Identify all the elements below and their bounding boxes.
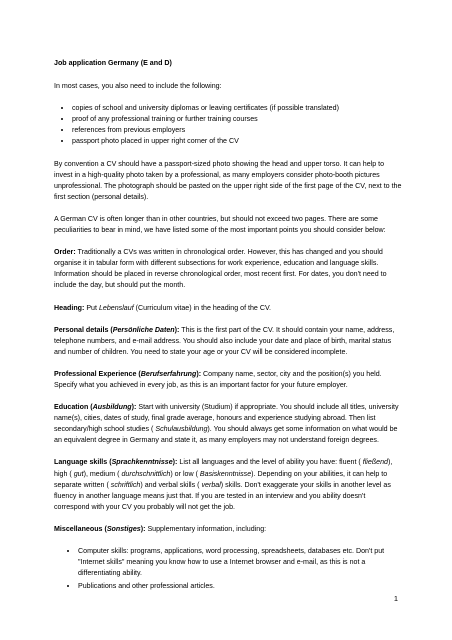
document-title: Job application Germany (E and D): [54, 59, 172, 67]
page-number: 1: [393, 593, 398, 603]
education-section: [54, 402, 402, 446]
required-documents-list: [54, 103, 402, 147]
order-text: Traditionally a CVs was written in chronological order. However, this has changed and you should organise it in tabular form with different subsections for work experience, education and language skills. Information should be placed in reverse chronological order, most recent first. For dates, you don't need to include the day, but should put the month.: [54, 248, 387, 290]
personal-text: This is the first part of the CV. It should contain your name, address, telephone numbers, and e-mail address. You should also include your date and place of birth, marital status and number of children. You need to state your age or your CV will be considered incomplete.: [54, 325, 395, 356]
education-term: Ausbildung: [92, 403, 132, 412]
professional-label-end: ):: [196, 369, 202, 378]
list-item: • Publications and other professional articles.: [78, 581, 402, 592]
heading-text-post: (Curriculum vitae) in the heading of the CV.: [133, 303, 272, 312]
language-level-term: schriftlich: [110, 480, 141, 489]
language-level-term: gut: [73, 469, 84, 478]
personal-details-section: [54, 325, 402, 358]
personal-label: [54, 326, 179, 334]
list-item: • proof of any professional training or further training courses: [72, 114, 402, 125]
misc-label-end: ):: [140, 524, 146, 533]
language-skills-section: [54, 457, 402, 512]
language-term: Sprachkenntnisse: [111, 458, 173, 467]
language-text: ), high (: [54, 458, 393, 478]
professional-experience-section: [54, 369, 402, 391]
education-label: [54, 403, 136, 411]
misc-text: Supplementary information, including:: [145, 524, 267, 533]
list-item: • passport photo placed in upper right corner of the CV: [72, 136, 402, 147]
language-level-term: Basiskenntnisse: [199, 469, 252, 478]
language-label: [54, 458, 177, 466]
heading-label: Heading:: [54, 303, 85, 312]
intro-paragraph: In most cases, you also need to include the following:: [54, 82, 222, 91]
personal-label-text: Personal details (: [54, 325, 113, 334]
professional-text: Company name, sector, city and the position(s) you held. Specify what you achieved in every job, as this is an important factor for your future employer.: [54, 369, 382, 389]
photo-paragraph: By convention a CV should have a passport-sized photo showing the head and upper torso. It can help to invest in a high-quality photo taken by a professional, as many employers consider photo-booth pictures unprofessional. The photograph should be pasted on the upper right side of the first page of the CV, next to the first section (personal details).: [54, 159, 402, 201]
language-level-term: fließend: [362, 458, 388, 467]
personal-label-end: ):: [174, 325, 180, 334]
misc-term: Sonstiges: [106, 524, 141, 533]
language-text: ) and verbal skills (: [140, 480, 202, 489]
misc-label: [54, 525, 145, 533]
language-label-end: ):: [172, 458, 178, 467]
heading-term: Lebenslauf: [98, 303, 134, 312]
language-level-term: durchschnittlich: [121, 469, 171, 478]
education-text-2: ). You should always get some information on what would be an equivalent degree in Germany and state it, as many employers may not understand foreign degrees.: [54, 425, 398, 445]
language-level-term: verbal: [201, 480, 221, 489]
length-paragraph: A German CV is often longer than in other countries, but should not exceed two pages. There are some peculiarities to bear in mind, we have listed some of the most important points you should consider below:: [54, 214, 386, 235]
education-text-1: Start with university (Studium) if appropriate. You should include all titles, university name(s), cities, dates of study, final grade average, honours and experience studying abroad. Then list secondary/high school studies (: [54, 403, 399, 434]
professional-label: [54, 370, 201, 378]
heading-section: [54, 303, 402, 314]
education-label-end: ):: [131, 403, 137, 412]
heading-text-pre: Put: [84, 303, 99, 312]
language-text: List all languages and the level of ability you have: fluent (: [177, 458, 363, 467]
language-text: ). Depending on your abilities, it can help to separate written (: [54, 469, 388, 489]
language-label-text: Language skills (: [54, 458, 112, 467]
professional-term: Berufserfahrung: [140, 369, 197, 378]
list-item: • references from previous employers: [72, 125, 402, 136]
miscellaneous-section: [54, 524, 402, 535]
education-term-2: Schulausbildung: [155, 425, 208, 434]
order-label: Order:: [54, 248, 76, 257]
personal-term: Persönliche Daten: [112, 325, 175, 334]
language-text: ) or low (: [170, 469, 200, 478]
order-section: [54, 247, 402, 291]
language-text: ), medium (: [83, 469, 122, 478]
list-item: • Computer skills: programs, applications, word processing, spreadsheets, databases etc. Don't put "Internet skills" meaning you know how to use a Internet browser and e-mail, as this is not a differentiating ability.: [78, 546, 402, 579]
misc-label-text: Miscellaneous (: [54, 524, 107, 533]
miscellaneous-list: [54, 546, 402, 592]
education-label-text: Education (: [54, 403, 93, 412]
list-item: • copies of school and university diplomas or leaving certificates (if possible translated): [72, 103, 402, 114]
language-text: ) skills. Don't exaggerate your skills in another level as fluency in another language means just that. If you are tested in an interview and you ability doesn't correspond with your CV you probably will not get the job.: [54, 480, 391, 511]
professional-label-text: Professional Experience (: [54, 369, 141, 378]
